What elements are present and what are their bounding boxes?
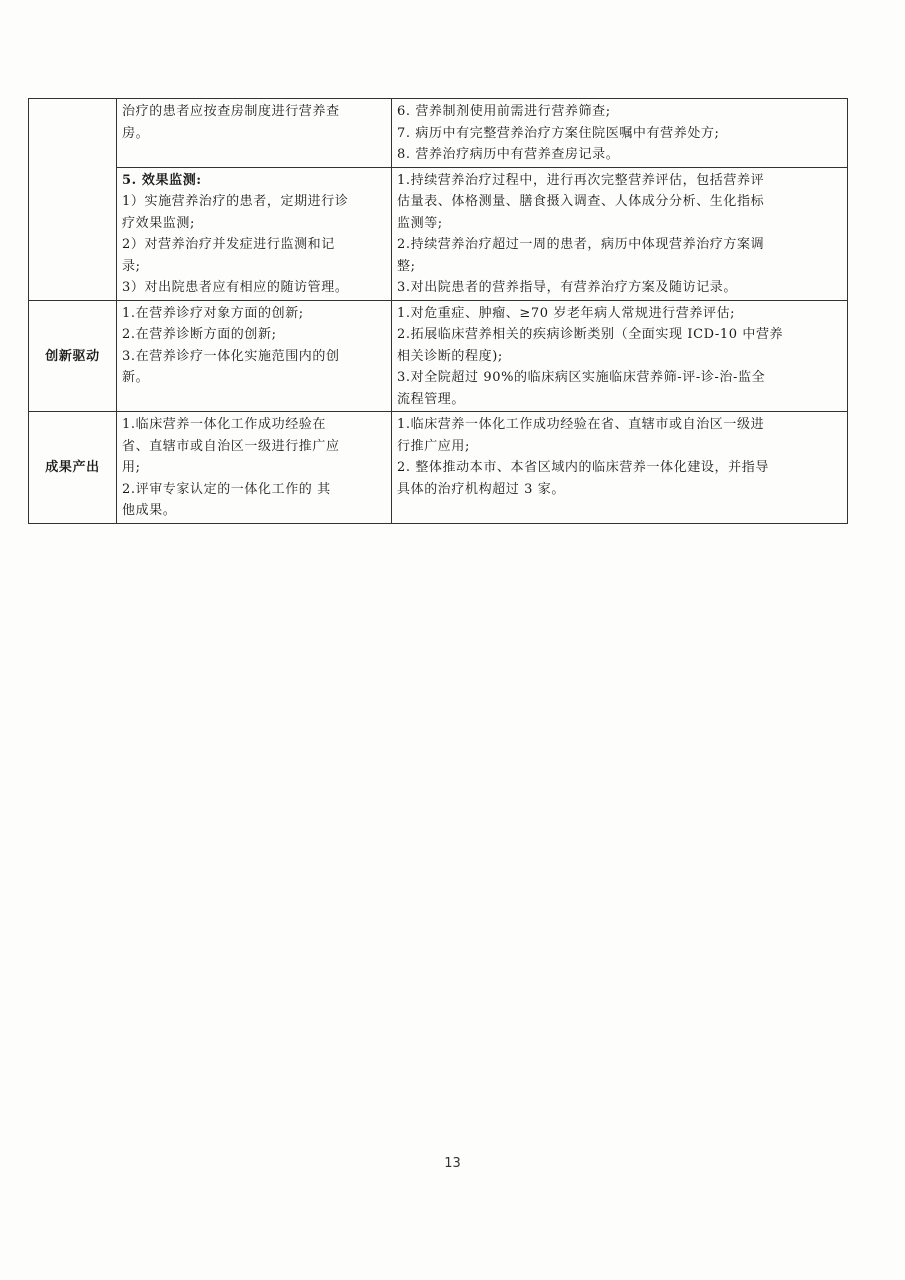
text-line: 7. 病历中有完整营养治疗方案住院医嘱中有营养处方; — [397, 125, 720, 141]
text-line: 1.持续营养治疗过程中，进行再次完整营养评估，包括营养评 — [397, 172, 765, 188]
section-heading: 5. 效果监测: — [122, 172, 202, 188]
text-line: 3.在营养诊疗一体化实施范围内的创 — [122, 348, 340, 364]
text-line: 相关诊断的程度); — [397, 348, 503, 364]
text-line: 1.临床营养一体化工作成功经验在 — [122, 417, 327, 432]
standard-cell — [117, 412, 392, 524]
text-line: 监测等; — [397, 215, 443, 231]
text-line: 1.临床营养一体化工作成功经验在省、直辖市或自治区一级进 — [397, 417, 765, 432]
text-line: 房。 — [122, 125, 150, 141]
text-line: 疗效果监测; — [122, 215, 195, 231]
criteria-cell — [392, 412, 848, 524]
text-line: 行推广应用; — [397, 438, 470, 454]
table-row — [29, 167, 848, 300]
row-label-cell: 创新驱动 — [29, 300, 117, 412]
text-line: 新。 — [122, 370, 150, 385]
text-line: 3）对出院患者应有相应的随访管理。 — [122, 280, 349, 295]
text-line: 2.拓展临床营养相关的疾病诊断类别（全面实现 ICD-10 中营养 — [397, 327, 784, 342]
text-line: 2.在营养诊断方面的创新; — [122, 327, 277, 342]
row-label-cell: 成果产出 — [29, 412, 117, 524]
text-line: 1.在营养诊疗对象方面的创新; — [122, 305, 304, 321]
standard-cell — [117, 99, 392, 168]
page-number: 13 — [444, 1156, 461, 1171]
text-line: 他成果。 — [122, 503, 177, 518]
standard-cell — [117, 300, 392, 412]
standard-cell — [117, 167, 392, 300]
text-line: 省、直辖市或自治区一级进行推广应 — [122, 438, 340, 454]
text-line: 2）对营养治疗并发症进行监测和记 — [122, 237, 335, 252]
table-row — [29, 99, 848, 168]
text-line: 8. 营养治疗病历中有营养查房记录。 — [397, 147, 620, 162]
text-line: 具体的治疗机构超过 3 家。 — [397, 481, 565, 497]
text-line: 2. 整体推动本市、本省区域内的临床营养一体化建设，并指导 — [397, 460, 769, 475]
text-line: 整; — [397, 258, 416, 274]
text-line: 1.对危重症、肿瘤、≥70 岁老年病人常规进行营养评估; — [397, 305, 736, 321]
text-line: 录; — [122, 258, 141, 274]
text-line: 2.持续营养治疗超过一周的患者，病历中体现营养治疗方案调 — [397, 237, 765, 252]
evaluation-table — [28, 98, 848, 524]
text-line: 估量表、体格测量、膳食摄入调查、人体成分分析、生化指标 — [397, 194, 765, 209]
text-line: 6. 营养制剂使用前需进行营养筛查; — [397, 104, 611, 119]
text-line: 2.评审专家认定的一体化工作的 其 — [122, 481, 331, 497]
text-line: 治疗的患者应按查房制度进行营养查 — [122, 104, 340, 119]
criteria-cell — [392, 300, 848, 412]
text-line: 1）实施营养治疗的患者，定期进行诊 — [122, 194, 349, 209]
table-row — [29, 300, 848, 412]
text-line: 3.对全院超过 90%的临床病区实施临床营养筛-评-诊-治-监全 — [397, 370, 766, 385]
text-line: 流程管理。 — [397, 391, 466, 407]
table-row — [29, 412, 848, 524]
row-label-cell — [29, 99, 117, 301]
text-line: 3.对出院患者的营养指导，有营养治疗方案及随访记录。 — [397, 280, 738, 295]
criteria-cell — [392, 167, 848, 300]
text-line: 用; — [122, 460, 141, 475]
criteria-cell — [392, 99, 848, 168]
